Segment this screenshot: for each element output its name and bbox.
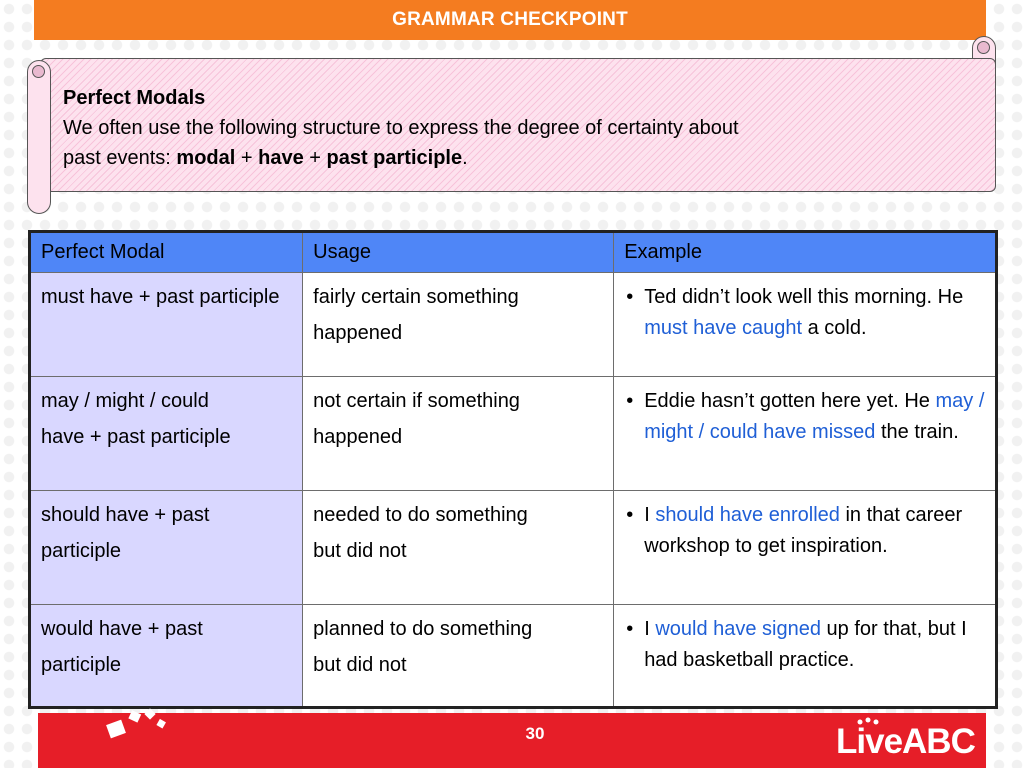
- perfect-modals-table: [28, 230, 998, 709]
- modal-cell: [30, 377, 303, 491]
- bullet-icon: •: [626, 618, 634, 640]
- example-highlight: may / might / could have missed: [644, 390, 985, 443]
- usage-cell: [303, 273, 614, 377]
- example-text: a cold.: [802, 317, 867, 339]
- example-highlight: should have enrolled: [655, 504, 840, 526]
- modal-cell: [30, 605, 303, 708]
- usage-cell: [303, 605, 614, 708]
- scroll-curl-icon: [32, 65, 45, 78]
- usage-cell: [303, 377, 614, 491]
- usage-line: happened: [313, 322, 403, 344]
- scroll-curl-icon: [977, 41, 990, 54]
- example-highlight: must have caught: [644, 317, 803, 339]
- header-example: Example: [614, 232, 997, 273]
- example-text: the train.: [875, 421, 959, 443]
- formula-plus-1: +: [235, 147, 259, 169]
- table-row: [30, 273, 997, 377]
- page-number: 30: [525, 724, 545, 743]
- formula-plus-2: +: [303, 147, 327, 169]
- table-row: [30, 377, 997, 491]
- intro-line-1: We often use the following structure to express the degree of certainty about: [63, 117, 739, 139]
- confetti-decoration-icon: [100, 708, 180, 748]
- header-perfect-modal: Perfect Modal: [30, 232, 303, 273]
- intro-line-2: [63, 143, 995, 173]
- table-header-row: [30, 232, 997, 273]
- modal-text: may / might / could: [41, 390, 209, 412]
- modal-text: have + past participle: [41, 426, 231, 448]
- intro-title: Perfect Modals: [63, 87, 206, 109]
- modal-text: would have + past: [41, 618, 203, 640]
- table-row: [30, 491, 997, 605]
- usage-line: needed to do something: [313, 504, 528, 526]
- usage-line: not certain if something: [313, 390, 520, 412]
- modal-cell: [30, 273, 303, 377]
- usage-line: but did not: [313, 540, 407, 562]
- modal-cell: [30, 491, 303, 605]
- usage-line: but did not: [313, 654, 407, 676]
- usage-line: fairly certain something: [313, 286, 519, 308]
- example-text: in that career workshop to get inspiration.: [644, 504, 963, 557]
- modal-text: participle: [41, 654, 122, 676]
- example-cell: [614, 605, 997, 708]
- modal-text: must have + past participle: [41, 286, 280, 308]
- example-text: I: [644, 618, 656, 640]
- formula-modal: modal: [176, 147, 236, 169]
- bullet-icon: •: [626, 390, 634, 412]
- usage-line: planned to do something: [313, 618, 533, 640]
- table-row: [30, 605, 997, 708]
- example-cell: [614, 491, 997, 605]
- liveabc-logo: LiveABC: [836, 722, 975, 761]
- formula-past-participle: past participle: [326, 147, 463, 169]
- bullet-icon: •: [626, 504, 634, 526]
- usage-line: happened: [313, 426, 403, 448]
- usage-cell: [303, 491, 614, 605]
- example-highlight: would have signed: [655, 618, 821, 640]
- header-usage: Usage: [303, 232, 614, 273]
- scroll-roll-left: [27, 60, 51, 214]
- example-text: up for that, but I had basketball practice.: [644, 618, 967, 671]
- modal-text: participle: [41, 540, 122, 562]
- modal-text: should have + past: [41, 504, 210, 526]
- intro-scroll-banner: [40, 58, 996, 192]
- example-cell: [614, 377, 997, 491]
- example-text: Ted didn’t look well this morning. He: [644, 286, 964, 308]
- page-title: GRAMMAR CHECKPOINT: [392, 9, 628, 30]
- header-bar: [34, 0, 986, 40]
- bullet-icon: •: [626, 286, 634, 308]
- formula-period: .: [462, 147, 468, 169]
- intro-prefix: past events:: [63, 147, 177, 169]
- example-text: Eddie hasn’t gotten here yet. He: [644, 390, 936, 412]
- example-cell: [614, 273, 997, 377]
- formula-have: have: [258, 147, 304, 169]
- example-text: I: [644, 504, 656, 526]
